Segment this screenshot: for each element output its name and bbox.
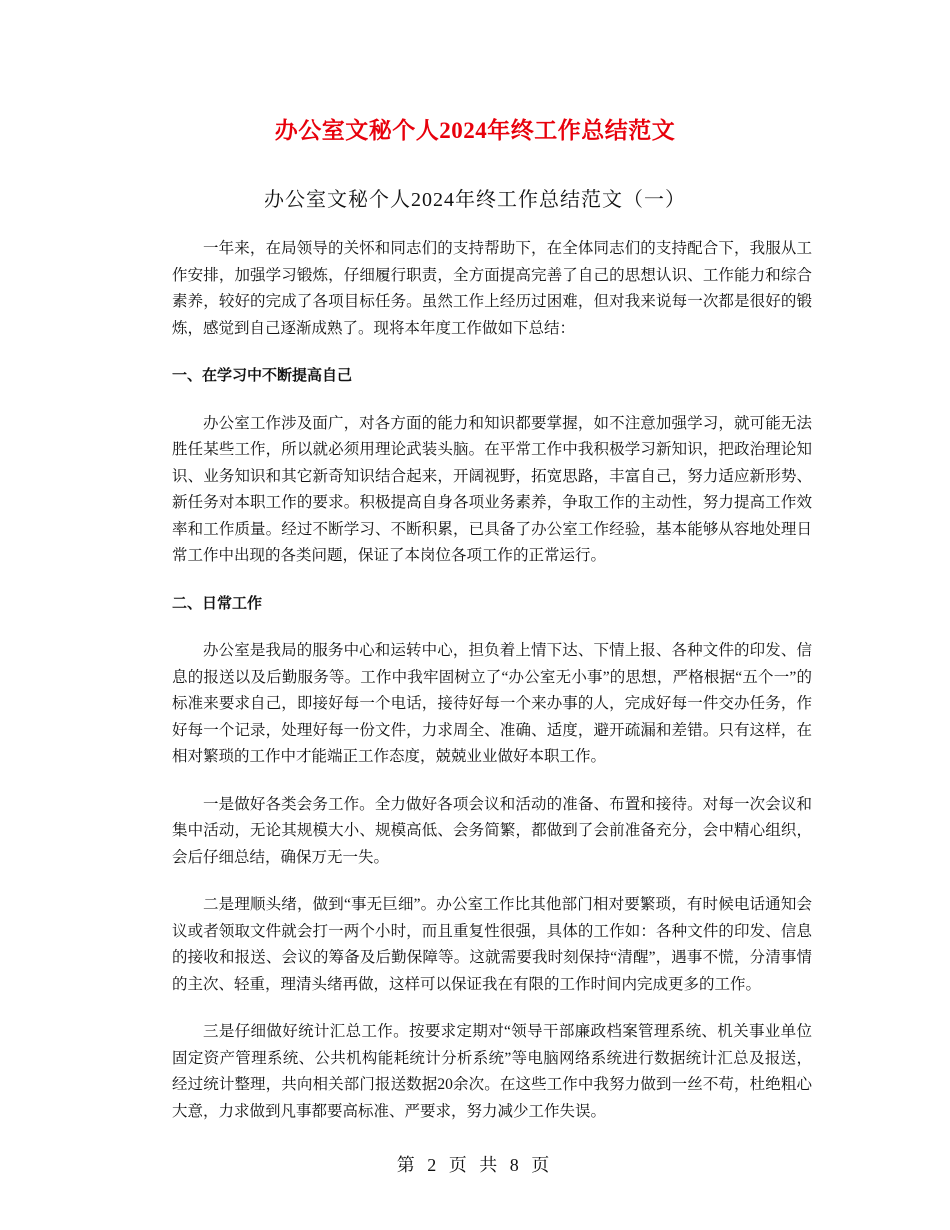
- organize-work-paragraph: 二是理顺头绪，做到“事无巨细”。办公室工作比其他部门相对要繁琐，有时候电话通知会议或者领取文件就会打一两个小时，而且重复性很强，具体的工作如：各种文件的印发、信息的接收和报送、会议的筹备及后勤保障等。这就需要我时刻保持“清醒”，遇事不慌，分清事情的主次、轻重，理清头绪再做，这样可以保证我在有限的工作时间内完成更多的工作。: [172, 896, 812, 993]
- statistics-work-paragraph: 三是仔细做好统计汇总工作。按要求定期对“领导干部廉政档案管理系统、机关事业单位固定资产管理系统、公共机构能耗统计分析系统”等电脑网络系统进行数据统计汇总及报送，经过统计整理，共向相关部门报送数据20余次。在这些工作中我努力做到一丝不苟，杜绝粗心大意，力求做到凡事都要高标准、严要求，努力减少工作失误。: [172, 1023, 812, 1120]
- meeting-work-paragraph: 一是做好各类会务工作。全力做好各项会议和活动的准备、布置和接待。对每一次会议和集中活动，无论其规模大小、规模高低、会务简繁，都做到了会前准备充分，会中精心组织，会后仔细总结，确保万无一失。: [172, 795, 812, 866]
- section-daily-work-paragraph: 办公室是我局的服务中心和运转中心，担负着上情下达、下情上报、各种文件的印发、信息的报送以及后勤服务等。工作中我牢固树立了“办公室无小事”的思想，严格根据“五个一”的标准来要求自己，即接好每一个电话，接待好每一个来办事的人，完成好每一件交办任务，作好每一个记录，处理好每一份文件，力求周全、准确、适度，避开疏漏和差错。只有这样，在相对繁琐的工作中才能端正工作态度，兢兢业业做好本职工作。: [172, 642, 812, 765]
- section-study-paragraph: 办公室工作涉及面广，对各方面的能力和知识都要掌握，如不注意加强学习，就可能无法胜任某些工作，所以就必须用理论武装头脑。在平常工作中我积极学习新知识，把政治理论知识、业务知识和其它新奇知识结合起来，开阔视野，拓宽思路，丰富自己，努力适应新形势、新任务对本职工作的要求。积极提高自身各项业务素养，争取工作的主动性，努力提高工作效率和工作质量。经过不断学习、不断积累，已具备了办公室工作经验，基本能够从容地处理日常工作中出现的各类问题，保证了本岗位各项工作的正常运行。: [172, 414, 812, 564]
- section-heading-daily-work: 二、日常工作: [172, 594, 263, 612]
- section-heading-study: 一、在学习中不断提高自己: [172, 367, 353, 384]
- page-number-footer: 第 2 页 共 8 页: [396, 1155, 554, 1175]
- document-subtitle: 办公室文秘个人2024年终工作总结范文（一）: [264, 189, 686, 211]
- document-title: 办公室文秘个人2024年终工作总结范文: [274, 118, 676, 143]
- document-body: [172, 236, 812, 1146]
- intro-paragraph: 一年来，在局领导的关怀和同志们的支持帮助下，在全体同志们的支持配合下，我服从工作安排，加强学习锻炼，仔细履行职责，全方面提高完善了自己的思想认识、工作能力和综合素养，较好的完成了各项目标任务。虽然工作上经历过困难，但对我来说每一次都是很好的锻炼，感觉到自己逐渐成熟了。现将本年度工作做如下总结：: [172, 240, 812, 337]
